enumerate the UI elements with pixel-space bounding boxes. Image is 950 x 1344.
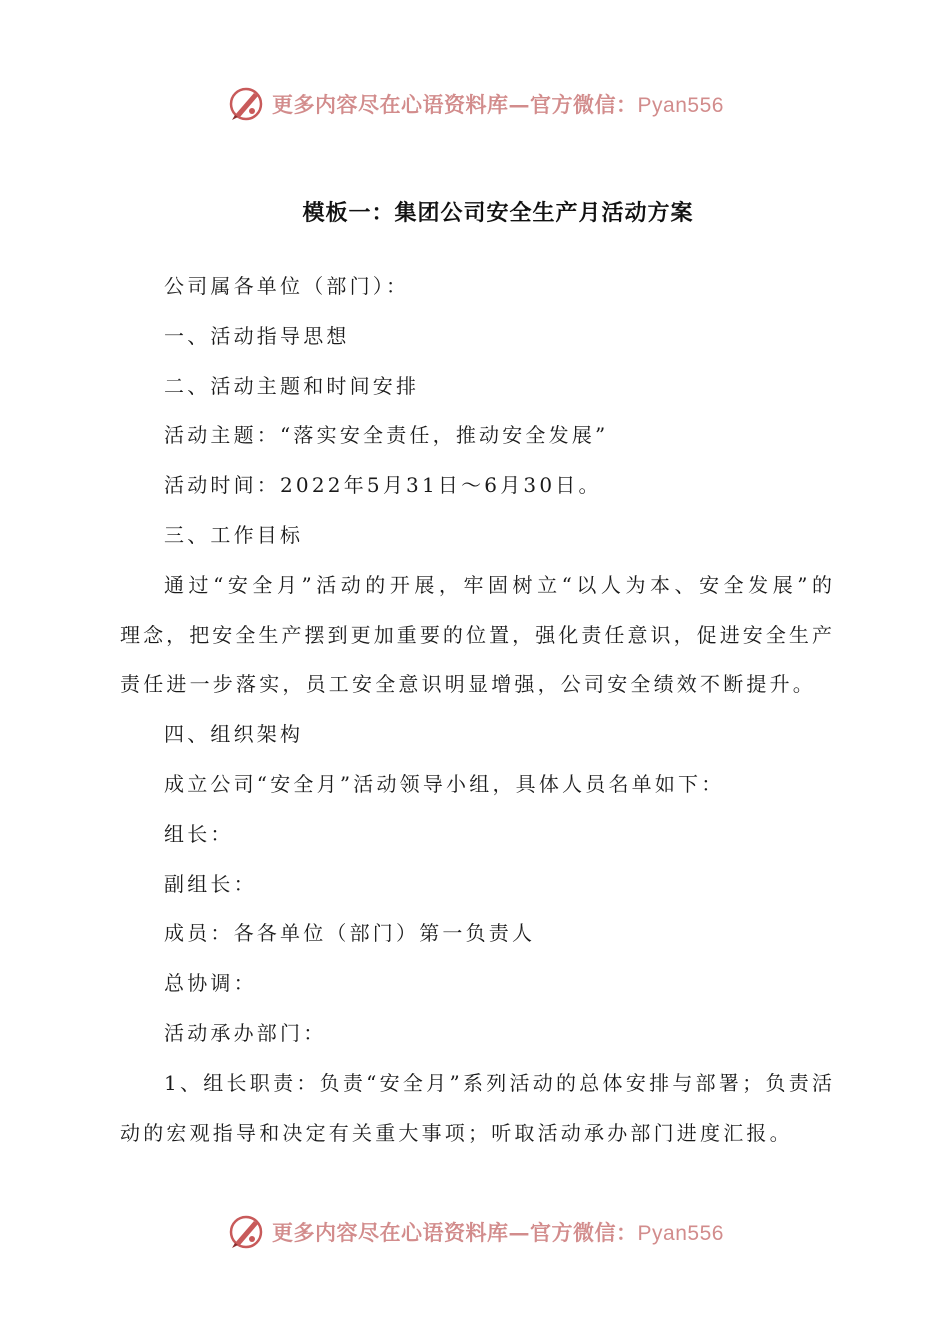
quill-pen-logo-icon (226, 1212, 266, 1252)
section-heading: 二、活动主题和时间安排 (164, 373, 420, 398)
paragraph-line: 总协调： (164, 971, 257, 996)
section-heading: 四、组织架构 (164, 722, 304, 747)
paragraph-line: 动的宏观指导和决定有关重大事项；听取活动承办部门进度汇报。 (120, 1120, 793, 1145)
watermark-text: 更多内容尽在心语资料库—官方微信：Pyan556 (272, 1220, 724, 1245)
paragraph-line: 活动时间：2022年5月31日～6月30日。 (164, 473, 602, 498)
document-body (120, 262, 832, 1158)
paragraph-line: 责任进一步落实，员工安全意识明显增强，公司安全绩效不断提升。 (120, 672, 816, 697)
footer-watermark (0, 1208, 950, 1256)
paragraph-line: 副组长： (164, 871, 257, 896)
paragraph-line: 活动主题：“落实安全责任，推动安全发展” (164, 423, 609, 448)
paragraph-line: 1、组长职责：负责“安全月”系列活动的总体安排与部署；负责活 (164, 1070, 832, 1095)
paragraph-line: 通过“安全月”活动的开展，牢固树立“以人为本、安全发展”的 (164, 572, 832, 597)
header-watermark (0, 80, 950, 128)
paragraph-line: 成员：各各单位（部门）第一负责人 (164, 921, 536, 946)
paragraph-line: 组长： (164, 821, 234, 846)
quill-pen-logo-icon (226, 84, 266, 124)
section-heading: 三、工作目标 (164, 522, 304, 547)
paragraph-line: 理念，把安全生产摆到更加重要的位置，强化责任意识，促进安全生产 (120, 622, 832, 647)
section-heading: 一、活动指导思想 (164, 323, 350, 348)
watermark-handle: Pyan556 (637, 94, 724, 117)
document-title: 模板一：集团公司安全生产月活动方案 (302, 201, 694, 226)
paragraph-line: 活动承办部门： (164, 1020, 327, 1045)
watermark-handle: Pyan556 (637, 1222, 724, 1245)
paragraph-line: 公司属各单位（部门）： (164, 274, 410, 298)
paragraph-line: 成立公司“安全月”活动领导小组，具体人员名单如下： (164, 771, 725, 796)
watermark-text: 更多内容尽在心语资料库—官方微信：Pyan556 (272, 92, 724, 117)
